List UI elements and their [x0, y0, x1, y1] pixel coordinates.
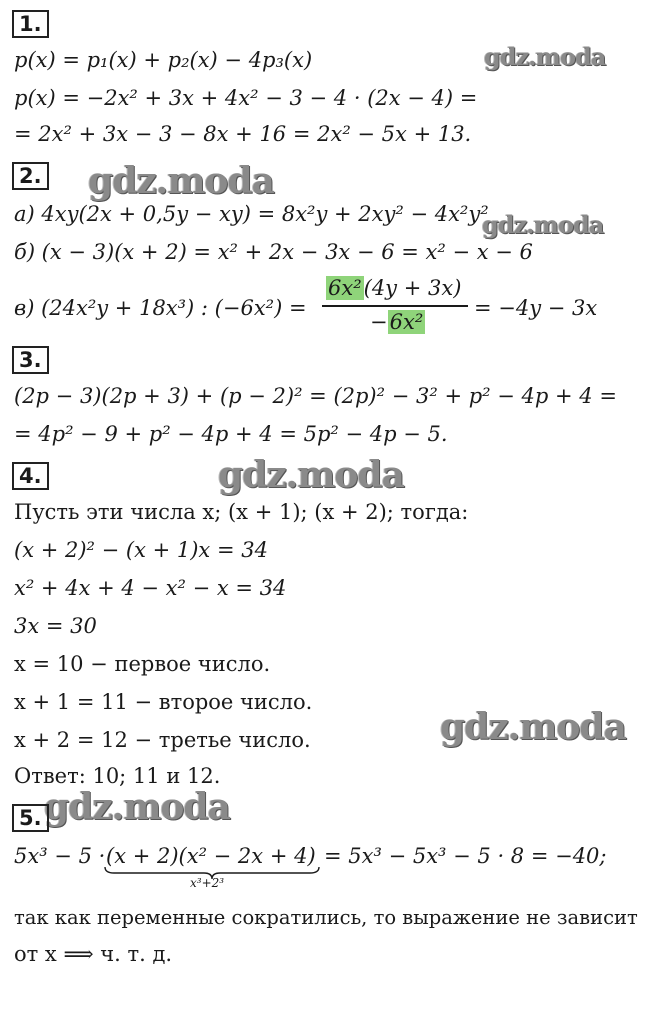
task-3-number: 3. — [12, 346, 49, 374]
numerator-rest: (4y + 3x) — [363, 276, 462, 300]
highlighted-term: 6x² — [328, 276, 362, 300]
watermark: gdz.moda — [482, 210, 604, 239]
task-4-line-7: x + 2 = 12 − третье число. — [14, 728, 311, 752]
watermark: gdz.moda — [44, 786, 230, 828]
watermark: gdz.moda — [484, 42, 606, 71]
task-2-line-v-left: в) (24x²y + 18x³) : (−6x²) = — [14, 296, 307, 320]
task-4-line-3: x² + 4x + 4 − x² − x = 34 — [14, 576, 287, 600]
watermark: gdz.moda — [218, 454, 404, 496]
fraction-numerator — [326, 276, 461, 300]
task-5-line-1-left: 5x³ − 5 · — [14, 844, 106, 868]
task-1-line-1: p(x) = p₁(x) + p₂(x) − 4p₃(x) — [14, 48, 313, 72]
fraction-bar — [322, 305, 468, 307]
task-4-line-1: Пусть эти числа x; (x + 1); (x + 2); тогда: — [14, 500, 469, 524]
watermark: gdz.moda — [88, 160, 274, 202]
task-2-line-b: б) (x − 3)(x + 2) = x² + 2x − 3x − 6 = x² − x − 6 — [14, 240, 533, 264]
task-1-line-2: p(x) = −2x² + 3x + 4x² − 3 − 4 · (2x − 4) = — [14, 86, 478, 110]
highlighted-term: 6x² — [389, 310, 424, 334]
task-5-line-1-right: = 5x³ − 5x³ − 5 · 8 = −40; — [324, 844, 607, 868]
task-4-line-5: x = 10 − первое число. — [14, 652, 271, 676]
task-4-answer: Ответ: 10; 11 и 12. — [14, 764, 221, 788]
fraction-denominator — [370, 310, 425, 334]
task-1-line-3: = 2x² + 3x − 3 − 8x + 16 = 2x² − 5x + 13. — [14, 122, 472, 146]
underbrace-label: x³+2³ — [190, 876, 225, 890]
denominator-sign: − — [370, 310, 388, 334]
task-3-line-2: = 4p² − 9 + p² − 4p + 4 = 5p² − 4p − 5. — [14, 422, 448, 446]
task-5-number: 5. — [12, 804, 49, 832]
task-2-line-a: а) 4xy(2x + 0,5y − xy) = 8x²y + 2xy² − 4x²y² — [14, 202, 489, 226]
task-4-number: 4. — [12, 462, 49, 490]
task-4-line-4: 3x = 30 — [14, 614, 97, 638]
task-4-line-6: x + 1 = 11 − второе число. — [14, 690, 313, 714]
task-2-line-v-right: = −4y − 3x — [474, 296, 598, 320]
task-2-number: 2. — [12, 162, 49, 190]
task-5-line-2: так как переменные сократились, то выражение не зависит — [14, 906, 638, 929]
task-5-braced-expression: (x + 2)(x² − 2x + 4) — [106, 844, 316, 868]
task-1-number: 1. — [12, 10, 49, 38]
task-3-line-1: (2p − 3)(2p + 3) + (p − 2)² = (2p)² − 3² + p² − 4p + 4 = — [14, 384, 617, 408]
watermark: gdz.moda — [440, 706, 626, 748]
task-4-line-2: (x + 2)² − (x + 1)x = 34 — [14, 538, 268, 562]
task-5-line-3: от x ⟹ ч. т. д. — [14, 942, 173, 966]
